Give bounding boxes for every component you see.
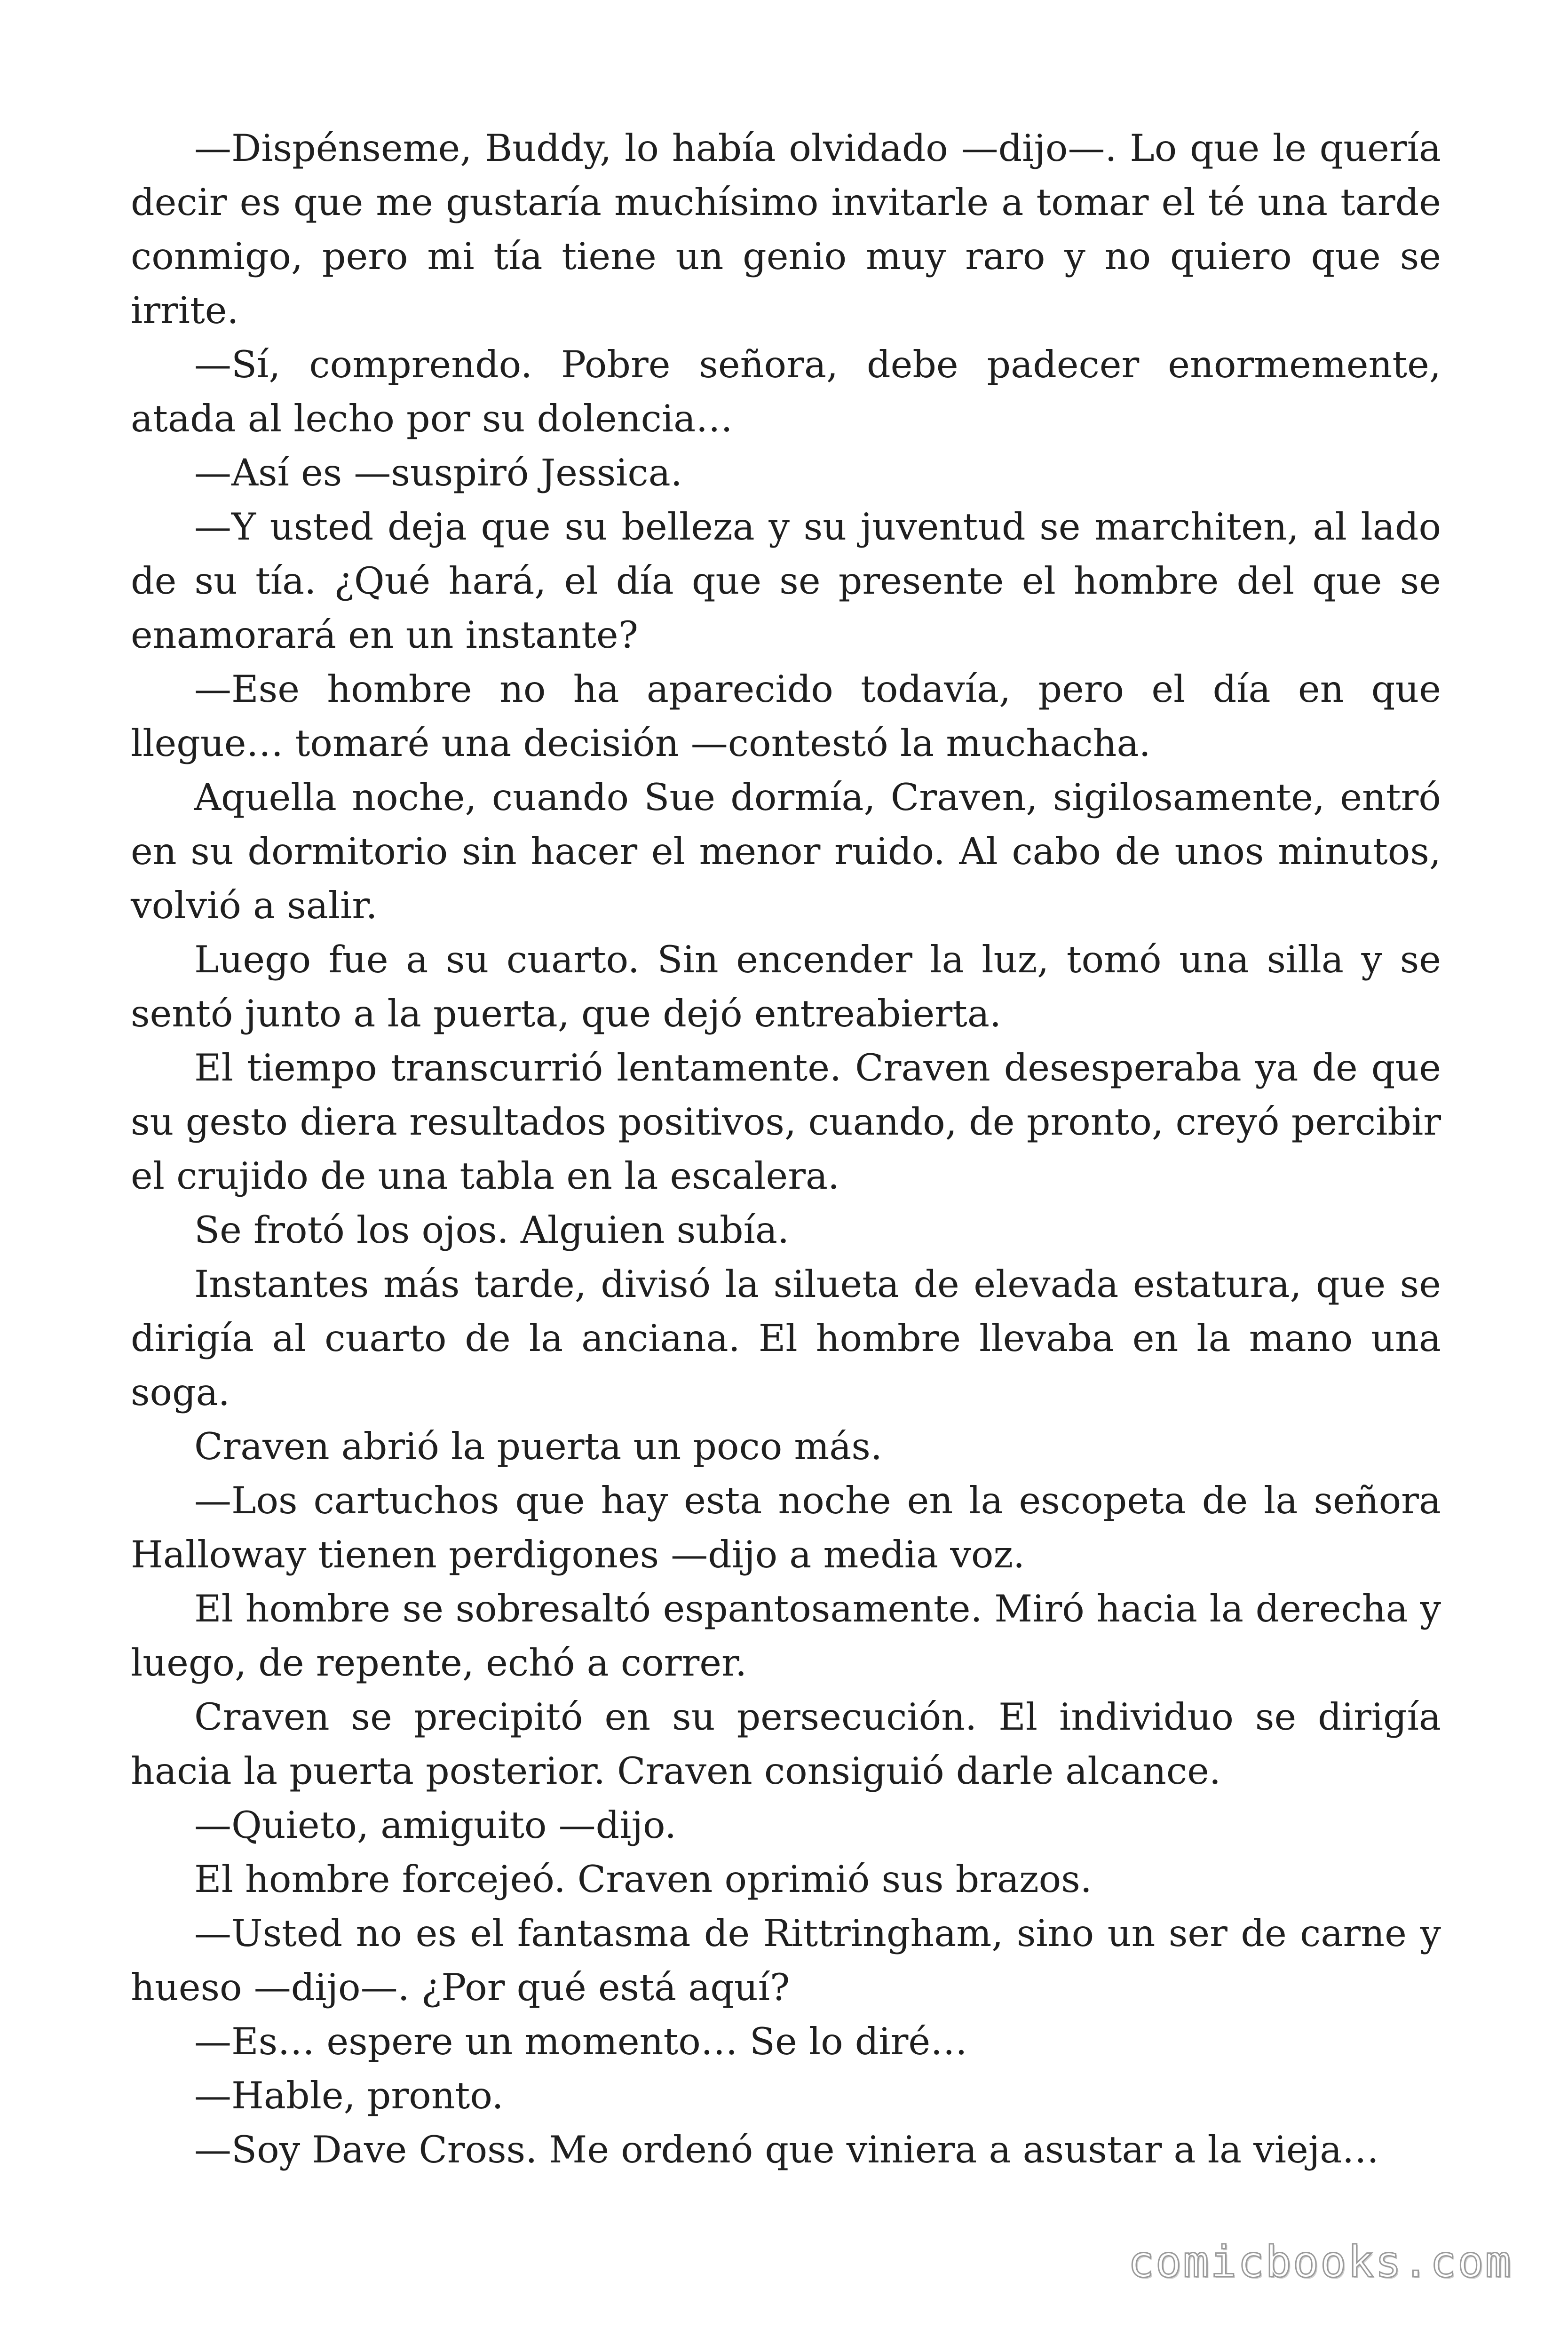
paragraph: —Soy Dave Cross. Me ordenó que viniera a asustar a la vieja… — [194, 2128, 1379, 2171]
paragraph: —Los cartuchos que hay esta noche en la escopeta de la señora Halloway tienen perdigones —dijo a media voz. — [131, 1479, 1441, 1576]
paragraph: —Hable, pronto. — [194, 2074, 504, 2117]
paragraph: Instantes más tarde, divisó la silueta de elevada estatura, que se dirigía al cuarto de la anciana. El hombre llevaba en la mano una soga. — [131, 1263, 1441, 1414]
watermark: comicbooks.com — [1128, 2237, 1513, 2287]
paragraph: —Dispénseme, Buddy, lo había olvidado —dijo—. Lo que le quería decir es que me gustaría muchísimo invitarle a tomar el té una tarde conmigo, pero mi tía tiene un genio muy raro y no quiero que se irrite. — [131, 127, 1441, 332]
body-text — [131, 121, 1441, 2177]
paragraph: El hombre forcejeó. Craven oprimió sus brazos. — [194, 1858, 1092, 1901]
paragraph: El tiempo transcurrió lentamente. Craven desesperaba ya de que su gesto diera resultados positivos, cuando, de pronto, creyó percibir el crujido de una tabla en la escalera. — [131, 1046, 1441, 1198]
paragraph: —Y usted deja que su belleza y su juventud se marchiten, al lado de su tía. ¿Qué hará, el día que se presente el hombre del que se enamorará en un instante? — [131, 505, 1441, 657]
paragraph: —Ese hombre no ha aparecido todavía, pero el día en que llegue… tomaré una decisión —contestó la muchacha. — [131, 667, 1441, 765]
paragraph: —Quieto, amiguito —dijo. — [194, 1804, 677, 1847]
paragraph: Aquella noche, cuando Sue dormía, Craven, sigilosamente, entró en su dormitorio sin hacer el menor ruido. Al cabo de unos minutos, volvió a salir. — [131, 776, 1441, 927]
paragraph: Craven abrió la puerta un poco más. — [194, 1425, 883, 1468]
paragraph: —Sí, comprendo. Pobre señora, debe padecer enormemente, atada al lecho por su dolencia… — [131, 343, 1441, 440]
paragraph: Luego fue a su cuarto. Sin encender la luz, tomó una silla y se sentó junto a la puerta, que dejó entreabierta. — [131, 938, 1441, 1035]
paragraph: —Es… espere un momento… Se lo diré… — [194, 2020, 968, 2063]
paragraph: —Usted no es el fantasma de Rittringham, sino un ser de carne y hueso —dijo—. ¿Por qué está aquí? — [131, 1912, 1441, 2009]
paragraph: Se frotó los ojos. Alguien subía. — [194, 1208, 790, 1252]
paragraph: —Así es —suspiró Jessica. — [194, 451, 682, 494]
paragraph: El hombre se sobresaltó espantosamente. Miró hacia la derecha y luego, de repente, echó a correr. — [131, 1587, 1441, 1685]
paragraph: Craven se precipitó en su persecución. El individuo se dirigía hacia la puerta posterior. Craven consiguió darle alcance. — [131, 1695, 1441, 1793]
